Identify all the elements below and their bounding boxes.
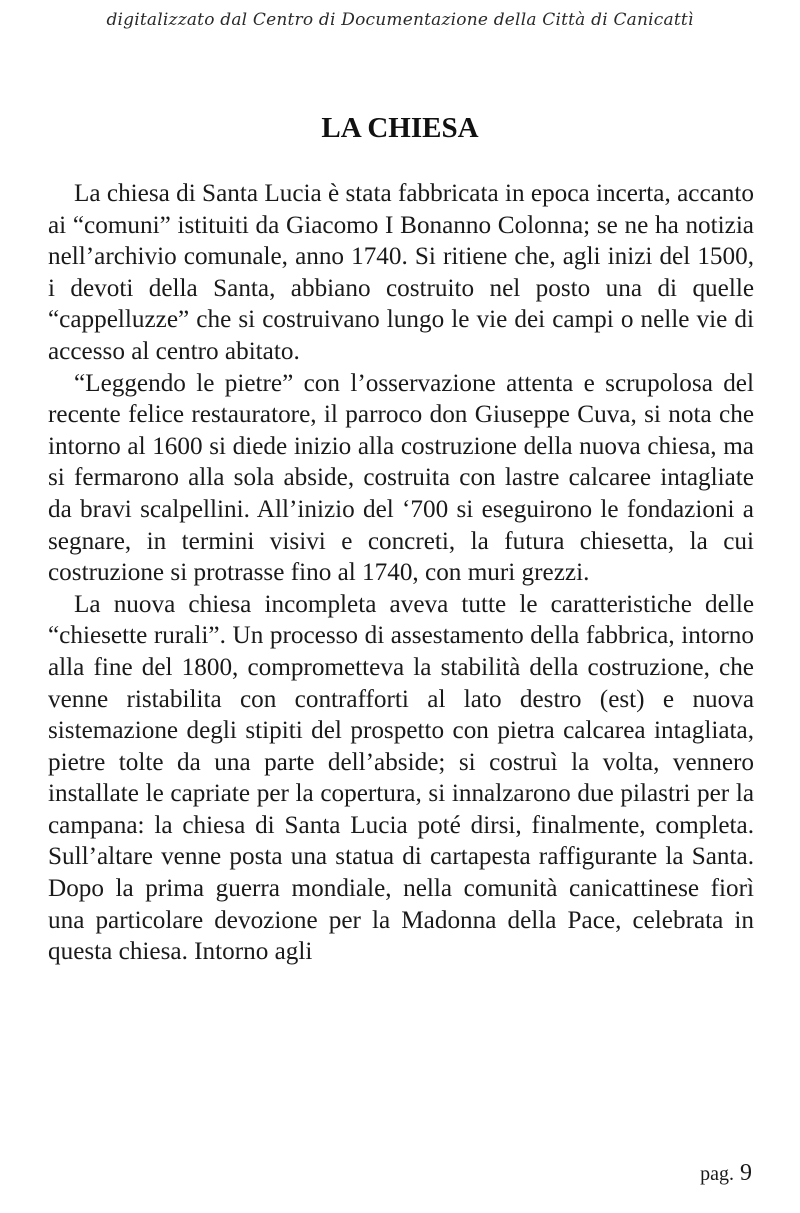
digitization-watermark: digitalizzato dal Centro di Documentazione della Città di Canicattì bbox=[106, 10, 694, 30]
page-number-value: 9 bbox=[740, 1160, 752, 1186]
body-text bbox=[48, 178, 754, 968]
paragraph-3: La nuova chiesa incompleta aveva tutte le caratteristiche delle “chiesette rurali”. Un processo di assestamento della fabbrica, intorno alla fine del 1800, comprometteva la stabilità della costruzione, che venne ristabilita con contrafforti al lato destro (est) e nuova sistemazione degli stipiti del prospetto con pietra calcarea intagliata, pietre tolte da una parte dell’abside; si costruì la volta, vennero installate le capriate per la copertura, si innalzarono due pilastri per la campana: la chiesa di Santa Lucia poté dirsi, finalmente, completa. Sull’altare venne posta una statua di cartapesta raffigurante la Santa. Dopo la prima guerra mondiale, nella comunità canicattinese fiorì una particolare devozione per la Madonna della Pace, celebrata in questa chiesa. Intorno agli bbox=[48, 590, 754, 966]
page-title: LA CHIESA bbox=[321, 112, 479, 144]
page-number bbox=[700, 1160, 752, 1187]
paragraph-1: La chiesa di Santa Lucia è stata fabbricata in epoca incerta, accanto ai “comuni” istituiti da Giacomo I Bonanno Colonna; se ne ha notizia nell’archivio comunale, anno 1740. Si ritiene che, agli inizi del 1500, i devoti della Santa, abbiano costruito nel posto una di quelle “cappelluzze” che si costruivano lungo le vie dei campi o nelle vie di accesso al centro abitato. bbox=[48, 180, 754, 365]
paragraph-2: “Leggendo le pietre” con l’osservazione attenta e scrupolosa del recente felice restauratore, il parroco don Giuseppe Cuva, si nota che intorno al 1600 si diede inizio alla costruzione della nuova chiesa, ma si fermarono alla sola abside, costruita con lastre calcaree intagliate da bravi scalpellini. All’inizio del ‘700 si eseguirono le fondazioni a segnare, in termini visivi e concreti, la futura chiesetta, la cui costruzione si protrasse fino al 1740, con muri grezzi. bbox=[48, 369, 754, 587]
page-label: pag. bbox=[700, 1163, 734, 1185]
